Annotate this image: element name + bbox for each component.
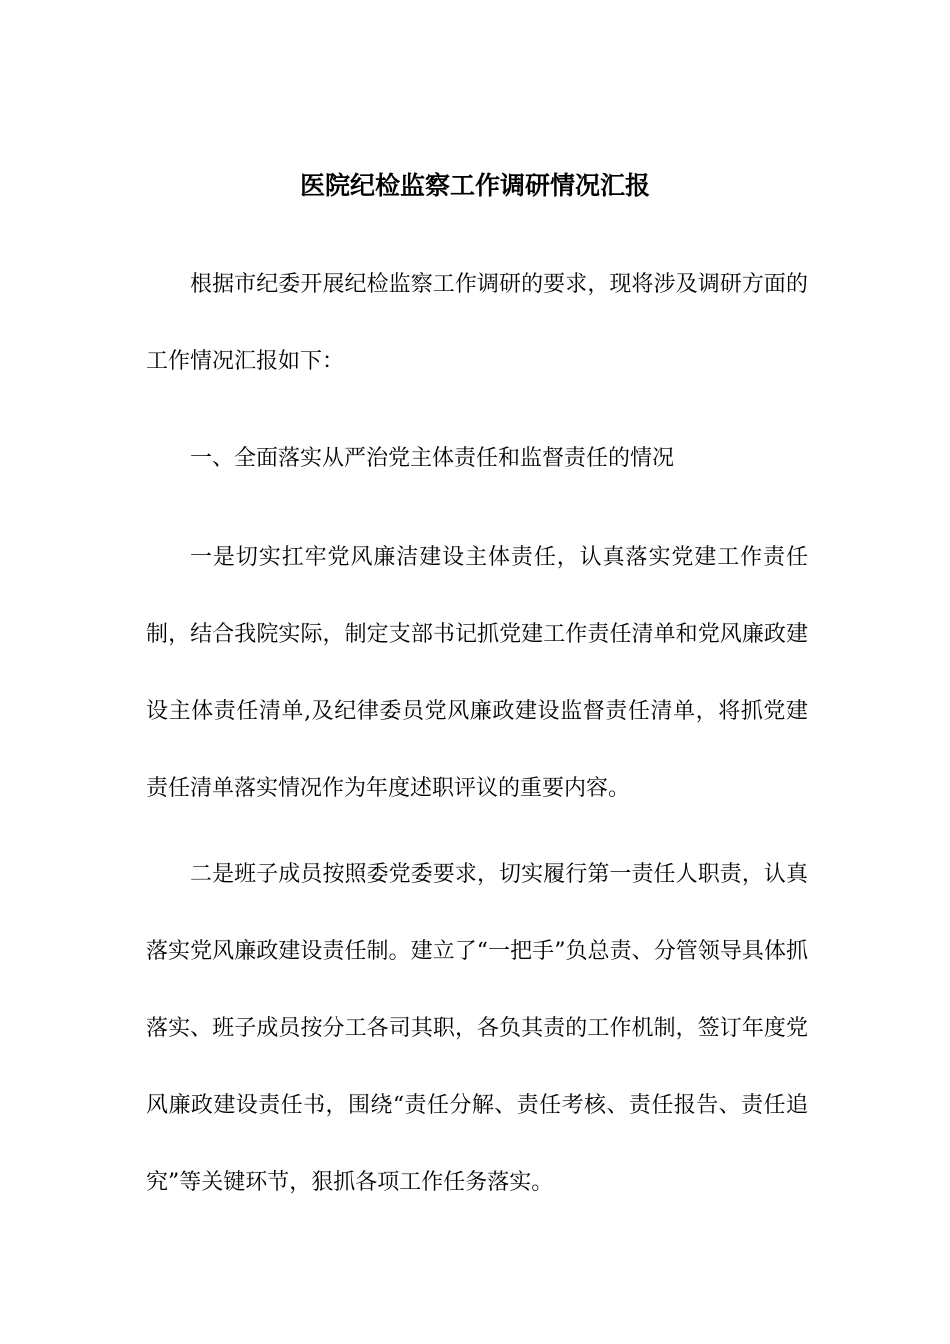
paragraph-point-2: 二是班子成员按照委党委要求，切实履行第一责任人职责，认真落实党风廉政建设责任制。建立了“一把手”负总责、分管领导具体抓落实、班子成员按分工各司其职，各负其责的工作机制，签订年度党风廉政建设责任书，围绕“责任分解、责任考核、责任报告、责任追究”等关键环节，狠抓各项工作任务落实。 <box>146 862 808 1195</box>
section-heading-1: 一、全面落实从严治党主体责任和监督责任的情况 <box>190 446 675 471</box>
paragraph-point-1: 一是切实扛牢党风廉洁建设主体责任，认真落实党建工作责任制，结合我院实际，制定支部书记抓党建工作责任清单和党风廉政建设主体责任清单,及纪律委员党风廉政建设监督责任清单，将抓党建责任清单落实情况作为年度述职评议的重要内容。 <box>146 545 808 801</box>
document-title: 医院纪检监察工作调研情况汇报 <box>299 171 650 200</box>
paragraph-intro: 根据市纪委开展纪检监察工作调研的要求，现将涉及调研方面的工作情况汇报如下： <box>146 272 808 374</box>
